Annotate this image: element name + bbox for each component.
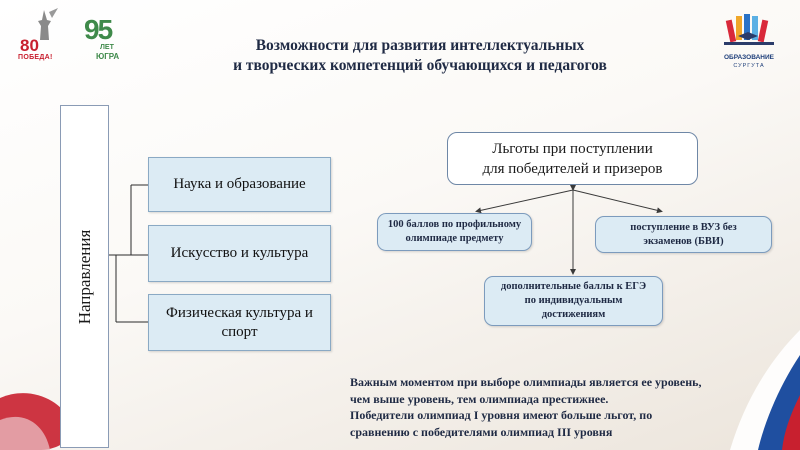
benefit-ege-points-line-1: дополнительные баллы к ЕГЭ (500, 281, 647, 292)
education-logo-line2: СУРГУТА (733, 63, 765, 69)
page-title (120, 36, 720, 76)
yugra-years: ЛЕТ (100, 44, 114, 51)
victory-80-logo (18, 8, 70, 64)
benefit-100-points-line-2: олимпиаде предмету (405, 233, 504, 244)
yugra-number: 95 (84, 14, 112, 45)
arrow-to-bvi (573, 190, 660, 211)
benefits-title-line-1: Льготы при поступлении (492, 140, 653, 157)
direction-science (148, 157, 331, 212)
benefit-bvi (595, 216, 772, 253)
direction-sport (148, 294, 331, 351)
direction-sport-label: Физическая культура и спорт (166, 304, 313, 340)
education-logo-line1: ОБРАЗОВАНИЕ (724, 54, 774, 61)
directions-box (60, 105, 109, 448)
arrow-to-100-points (478, 190, 573, 211)
victory-80-text: 80 (20, 36, 39, 55)
education-books-icon (718, 14, 780, 56)
benefit-ege-points-line-3: достижениям (541, 309, 606, 320)
education-surgut-logo (718, 14, 780, 74)
benefits-title-line-2: для победителей и призеров (482, 160, 663, 177)
note-line-1: Важным моментом при выборе олимпиады является ее уровень, (350, 375, 702, 389)
olympiad-note (350, 374, 790, 440)
benefit-bvi-line-1: поступление в ВУЗ без (630, 221, 737, 233)
note-line-2: чем выше уровень, тем олимпиада престижнее. (350, 391, 609, 406)
benefit-ege-points (484, 276, 663, 326)
victory-subtitle: ПОБЕДА! (18, 54, 53, 61)
benefit-100-points-line-1: 100 баллов по профильному (387, 219, 522, 230)
benefit-100-points (377, 213, 532, 251)
note-line-3: Победители олимпиад I уровня имеют больше льгот, по (350, 408, 653, 422)
benefit-bvi-line-2: экзаменов (БВИ) (643, 235, 724, 247)
direction-science-label: Наука и образование (173, 176, 306, 192)
benefit-ege-points-line-2: по индивидуальным (524, 295, 623, 306)
title-line-1: Возможности для развития интеллектуальных (255, 37, 585, 54)
yugra-name: ЮГРА (96, 52, 120, 61)
directions-label: Направления (74, 229, 94, 324)
direction-art-label: Искусство и культура (170, 245, 309, 261)
title-line-2: и творческих компетенций обучающихся и педагогов (233, 57, 607, 74)
note-line-4: сравнению с победителями олимпиад III уровня (350, 424, 613, 439)
direction-art (148, 225, 331, 282)
benefits-box (447, 132, 698, 185)
